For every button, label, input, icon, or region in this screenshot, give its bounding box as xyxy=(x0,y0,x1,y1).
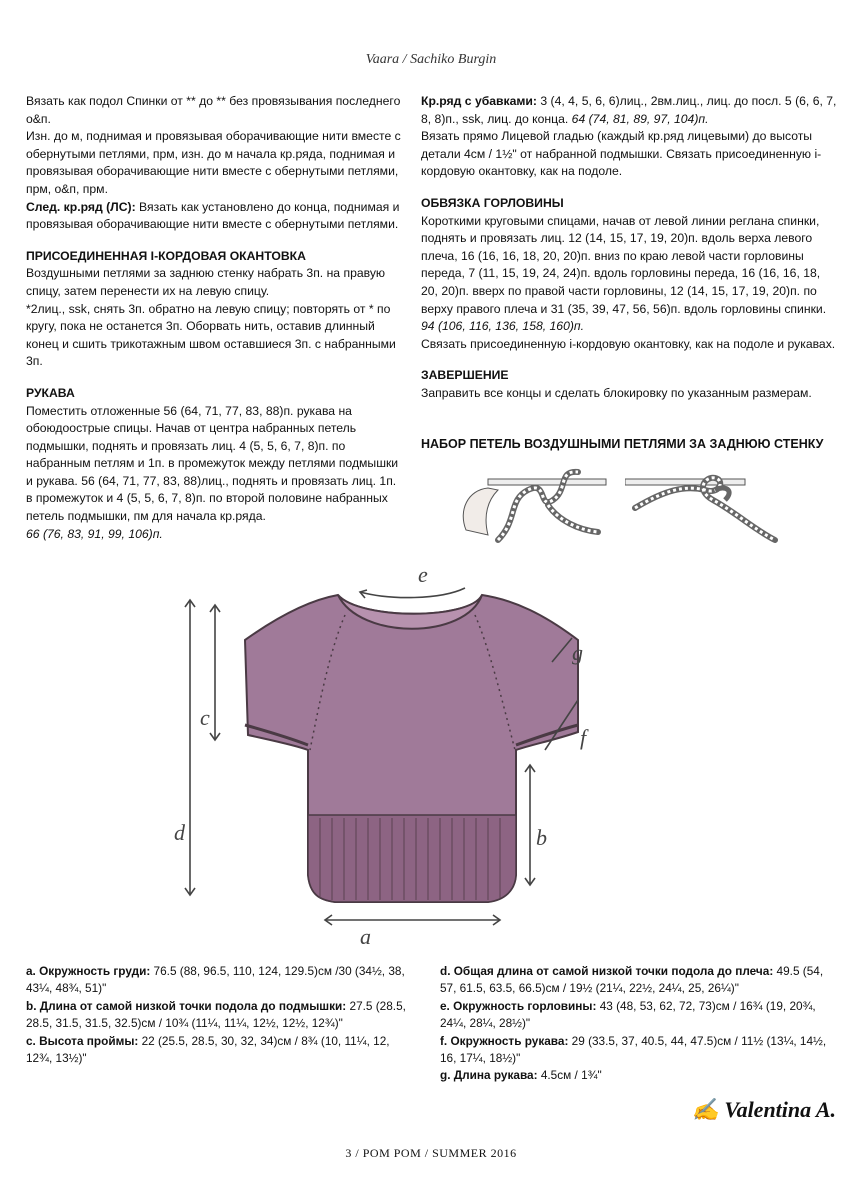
paragraph: Вязать как подол Спинки от ** до ** без провязывания последнего о&п. xyxy=(26,94,401,126)
measurement-value: 27.5 (28.5, 28.5, 31.5, 31.5, 32.5)см / 10¾ (11¼, 11¼, 12½, 12½, 12¾)" xyxy=(26,998,406,1031)
label-a: a xyxy=(360,924,371,949)
paragraph: Воздушными петлями за заднюю стенку набрать 3п. на правую спицу, затем перенести их на левую спицу. xyxy=(26,266,386,298)
sweater-schematic xyxy=(160,560,600,955)
section-heading: ОБВЯЗКА ГОРЛОВИНЫ xyxy=(421,195,564,210)
section-heading: ПРИСОЕДИНЕННАЯ I-КОРДОВАЯ ОКАНТОВКА xyxy=(26,248,306,263)
measurements-left xyxy=(26,963,410,1067)
measurement-item xyxy=(26,1033,410,1068)
measurement-item xyxy=(440,998,838,1033)
measurement-value: 76.5 (88, 96.5, 110, 124, 129.5)см /30 (34½, 38, 43¼, 48¾, 51)" xyxy=(26,964,405,996)
bold-lead: Кр.ряд с убавками: xyxy=(421,94,537,108)
section-heading: ЗАВЕРШЕНИЕ xyxy=(421,368,509,383)
page-footer: 3 / POM POM / SUMMER 2016 xyxy=(345,1146,517,1160)
measurement-value: 49.5 (54, 57, 61.5, 63.5, 66.5)см / 19½ (21¼, 22½, 24¼, 25, 26¼)" xyxy=(440,964,824,996)
paragraph: Связать присоединенную i-кордовую окантовку, как на подоле и рукавах. xyxy=(421,336,836,351)
paragraph: Изн. до м, поднимая и провязывая оборачивающие нити вместе с обернутыми петлями, прм, изн. до м начала кр.ряда, поднимая и провязывая оборачивающие нити вместе с обернутыми петлями, прм, о&п, прм. xyxy=(26,129,401,196)
paragraph: Поместить отложенные 56 (64, 71, 77, 83, 88)п. рукава на обоюдоострые спицы. Начав от центра набранных петель подмышки, поднять и провязать лиц. 4 (5, 5, 6, 7, 8)п. по набранным петлям и 1п. в промежуток между петлями подмышки и рукава. 56 (64, 71, 77, 83, 88)лиц., поднять и провязать лиц. 1п. в промежуток и 4 (5, 5, 6, 7, 8)п. по второй половине набранных петель подмышки, пм для начала кр.ряда. xyxy=(26,403,399,524)
paragraph: *2лиц., ssk, снять 3п. обратно на левую спицу; повторять от * по кругу, пока не останется 3п. Оборвать нить, оставив длинный конец и сшить трикотажным швом оставшиеся 3п. с набранными 3п. xyxy=(26,301,396,369)
label-d: d xyxy=(174,820,185,845)
measurement-value: 29 (33.5, 37, 40.5, 44, 47.5)см / 11½ (13¼, 14½, 16, 17¼, 18½)" xyxy=(440,1033,827,1066)
label-f: f xyxy=(580,725,587,750)
measurement-label: c. Высота проймы: xyxy=(26,1033,139,1048)
measurement-label: f. Окружность рукава: xyxy=(440,1033,569,1048)
label-c: c xyxy=(200,705,210,730)
cast-on-illustration-title: НАБОР ПЕТЕЛЬ ВОЗДУШНЫМИ ПЕТЛЯМИ ЗА ЗАДНЮЮ СТЕНКУ xyxy=(421,437,824,451)
measurement-value: 4.5см / 1¾" xyxy=(537,1068,602,1083)
label-b: b xyxy=(536,825,547,850)
measurement-label: b. Длина от самой низкой точки подола до подмышки: xyxy=(26,998,347,1013)
measurement-item xyxy=(440,1067,838,1084)
paragraph-text: 3 (4, 4, 5, 6, 6)лиц., 2вм.лиц., лиц. до посл. 5 (6, 6, 7, 8, 8)п., ssk, лиц. до конца. xyxy=(421,94,837,126)
signature: ✍ Valentina A. xyxy=(691,1097,836,1122)
paragraph xyxy=(26,199,404,234)
paragraph-text: Вязать как установлено до конца, поднимая и провязывая оборачивающие нити вместе с обернутыми петлями. xyxy=(26,199,400,232)
measurement-label: a. Окружность груди: xyxy=(26,964,151,978)
measurement-item xyxy=(440,1033,838,1068)
cast-on-illustration-1 xyxy=(458,460,608,552)
stitch-count: 66 (76, 83, 91, 99, 106)п. xyxy=(26,526,163,541)
hem-ribbing xyxy=(308,815,516,902)
measurement-label: g. Длина рукава: xyxy=(440,1068,538,1083)
label-e: e xyxy=(418,562,428,587)
measurement-label: d. Общая длина от самой низкой точки подола до плеча: xyxy=(440,964,774,978)
left-column xyxy=(26,93,404,543)
cast-on-illustration-2 xyxy=(625,460,825,552)
paragraph xyxy=(421,93,839,128)
label-g: g xyxy=(572,640,583,665)
paragraph: Короткими круговыми спицами, начав от левой линии реглана спинки, поднять и провязать лиц. 12 (14, 15, 17, 19, 20)п. вдоль верха левого плеча, 16 (16, 16, 18, 20, 20)п. вниз по краю левой части горловины переда, 7 (11, 15, 19, 24, 24)п. вдоль горловины переда, 16 (16, 16, 18, 20, 20)п. вверх по правой части горловины, 12 (14, 15, 17, 19, 20)п. по верху правого плеча и 31 (35, 39, 47, 56, 56)п. вдоль горловины спинки. xyxy=(421,213,827,316)
measurement-item xyxy=(26,998,410,1033)
right-column xyxy=(421,93,839,403)
measurement-value: 43 (48, 53, 62, 72, 73)см / 16¾ (19, 20¾, 24¼, 28¼, 28½)" xyxy=(440,998,816,1031)
measurement-item xyxy=(440,963,838,998)
stitch-count: 94 (106, 116, 136, 158, 160)п. xyxy=(421,319,585,334)
measurements-right xyxy=(440,963,838,1085)
paragraph: Заправить все концы и сделать блокировку по указанным размерам. xyxy=(421,385,812,400)
paragraph: Вязать прямо Лицевой гладью (каждый кр.ряд лицевыми) до высоты детали 4см / 1½" от набранной подмышки. Связать присоединенную i-кордовую окантовку, как на подоле. xyxy=(421,129,822,179)
measurement-label: e. Окружность горловины: xyxy=(440,998,597,1013)
section-heading: РУКАВА xyxy=(26,385,75,400)
measurement-value: 22 (25.5, 28.5, 30, 32, 34)см / 8¾ (10, 11¼, 12, 12¾, 13½)" xyxy=(26,1033,390,1066)
stitch-count: 64 (74, 81, 89, 97, 104)п. xyxy=(571,111,709,126)
measurement-item xyxy=(26,963,410,998)
page-header: Vaara / Sachiko Burgin xyxy=(365,52,497,67)
bold-lead: След. кр.ряд (ЛС): xyxy=(26,199,136,214)
